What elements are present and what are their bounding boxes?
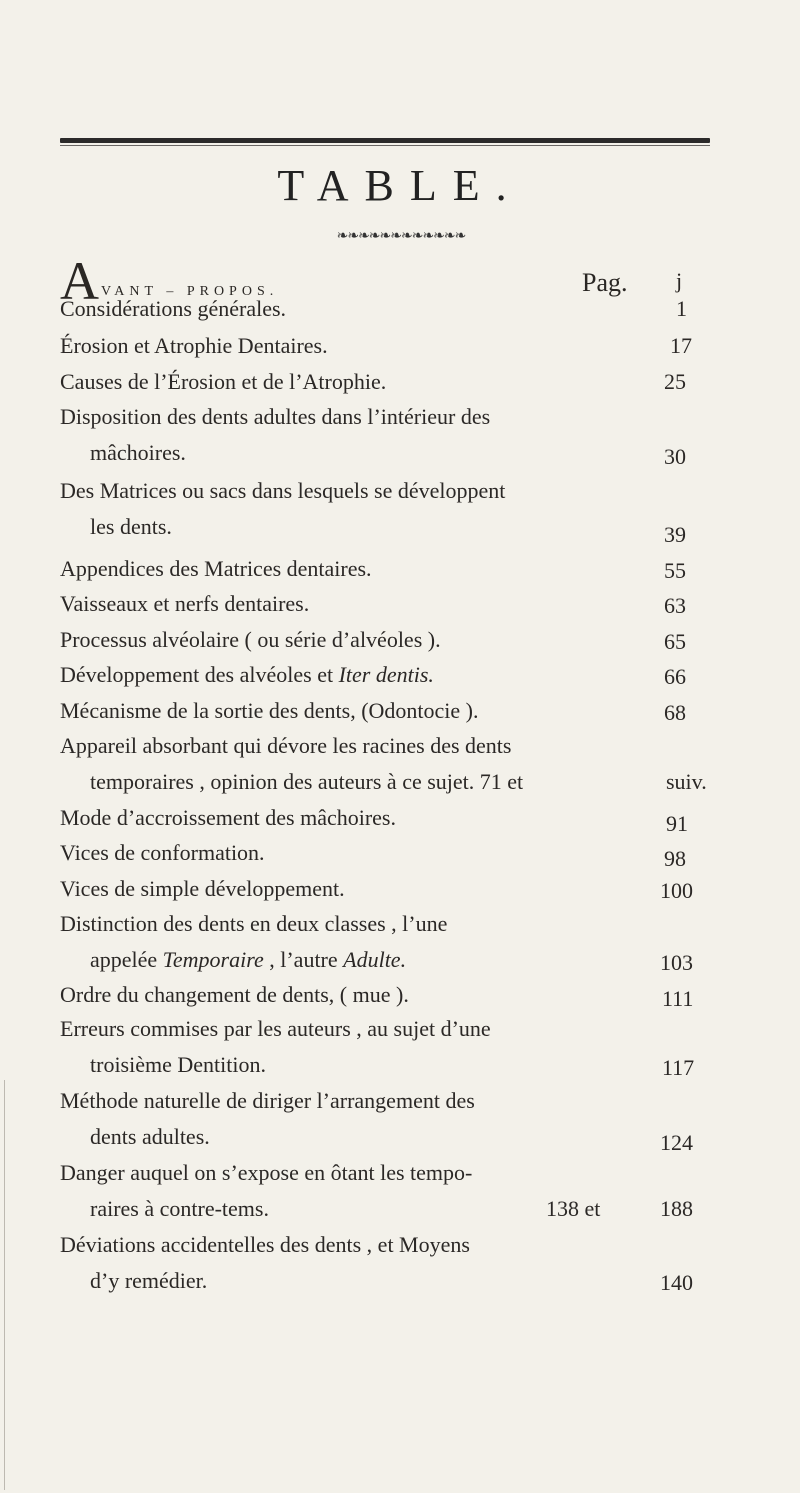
- page-column-label: Pag.: [582, 268, 628, 297]
- toc-page: 124: [660, 1130, 693, 1155]
- toc-page: 98: [664, 846, 686, 871]
- ornament-divider: ❧❧❧❧❧❧❧❧❧❧❧❧: [336, 228, 466, 244]
- toc-entry: Vices de conformation.: [60, 840, 265, 865]
- top-border-rule-thin: [60, 145, 710, 146]
- toc-entry: Processus alvéolaire ( ou série d’alvéoles ).: [60, 627, 441, 652]
- toc-page: 63: [664, 593, 686, 618]
- toc-entry-continuation: d’y remédier.: [90, 1268, 208, 1293]
- toc-page: 100: [660, 878, 693, 903]
- toc-entry-italic: Adulte.: [343, 947, 407, 972]
- toc-entry-continuation: mâchoires.: [90, 440, 186, 465]
- page-title: TABLE.: [277, 161, 523, 210]
- toc-entry: Considérations générales.: [60, 296, 287, 321]
- drop-initial: A: [60, 251, 99, 311]
- toc-entry: Vaisseaux et nerfs dentaires.: [60, 591, 310, 616]
- toc-entry-continuation: raires à contre-tems.: [90, 1196, 269, 1221]
- toc-entry: Disposition des dents adultes dans l’intérieur des: [60, 404, 491, 429]
- toc-page: 91: [666, 811, 688, 836]
- toc-page: 39: [664, 522, 686, 547]
- toc-page: 117: [662, 1055, 695, 1080]
- page-edge-line: [4, 1080, 5, 1490]
- toc-entry: Déviations accidentelles des dents , et Moyens: [60, 1232, 470, 1257]
- toc-entry: Des Matrices ou sacs dans lesquels se développent: [60, 478, 506, 503]
- toc-page: 103: [660, 950, 693, 975]
- toc-entry: Méthode naturelle de diriger l’arrangement des: [60, 1088, 475, 1113]
- avant-propos-page: j: [676, 268, 683, 293]
- toc-entry: Appareil absorbant qui dévore les racines des dents: [60, 733, 512, 758]
- toc-page: 140: [660, 1270, 693, 1295]
- toc-entry-text: , l’autre: [263, 947, 344, 972]
- toc-entry-continuation: troisième Dentition.: [90, 1052, 266, 1077]
- toc-entry-text: appelée: [90, 947, 163, 972]
- toc-entry: Mécanisme de la sortie des dents, (Odontocie ).: [60, 698, 479, 723]
- toc-entry-continuation: [90, 947, 406, 973]
- avant-propos-label: VANT – PROPOS.: [101, 284, 279, 299]
- toc-entry: Vices de simple développement.: [60, 876, 345, 901]
- toc-entry-italic: Iter dentis.: [338, 662, 434, 687]
- toc-page: 17: [670, 333, 692, 358]
- toc-entry-text: Développement des alvéoles et: [60, 662, 339, 687]
- toc-page: suiv.: [666, 769, 707, 794]
- toc-entry: Erreurs commises par les auteurs , au sujet d’une: [60, 1016, 491, 1041]
- toc-page: 30: [664, 444, 686, 469]
- toc-entry: Appendices des Matrices dentaires.: [60, 556, 372, 581]
- toc-entry-continuation: les dents.: [90, 514, 172, 539]
- toc-entry-continuation: dents adultes.: [90, 1124, 210, 1149]
- toc-page: 65: [664, 629, 686, 654]
- toc-entry: Mode d’accroissement des mâchoires.: [60, 805, 396, 830]
- toc-entry: Danger auquel on s’expose en ôtant les tempo-: [60, 1160, 473, 1185]
- toc-page: 1: [676, 296, 687, 321]
- toc-page: 68: [664, 700, 686, 725]
- toc-page: 66: [664, 664, 686, 689]
- toc-page: 188: [660, 1196, 693, 1221]
- toc-entry: Distinction des dents en deux classes , l’une: [60, 911, 448, 936]
- toc-entry: [60, 662, 434, 688]
- toc-entry: Érosion et Atrophie Dentaires.: [60, 333, 328, 358]
- top-border-rule: [60, 138, 710, 143]
- toc-entry: Causes de l’Érosion et de l’Atrophie.: [60, 369, 387, 394]
- toc-page: 55: [664, 558, 686, 583]
- toc-page: 111: [662, 986, 694, 1011]
- toc-page-range: 138 et: [546, 1196, 601, 1221]
- toc-entry-continuation: temporaires , opinion des auteurs à ce sujet. 71 et: [90, 769, 524, 794]
- toc-entry: Ordre du changement de dents, ( mue ).: [60, 982, 409, 1007]
- toc-page: 25: [664, 369, 686, 394]
- toc-entry-italic: Temporaire: [162, 947, 264, 972]
